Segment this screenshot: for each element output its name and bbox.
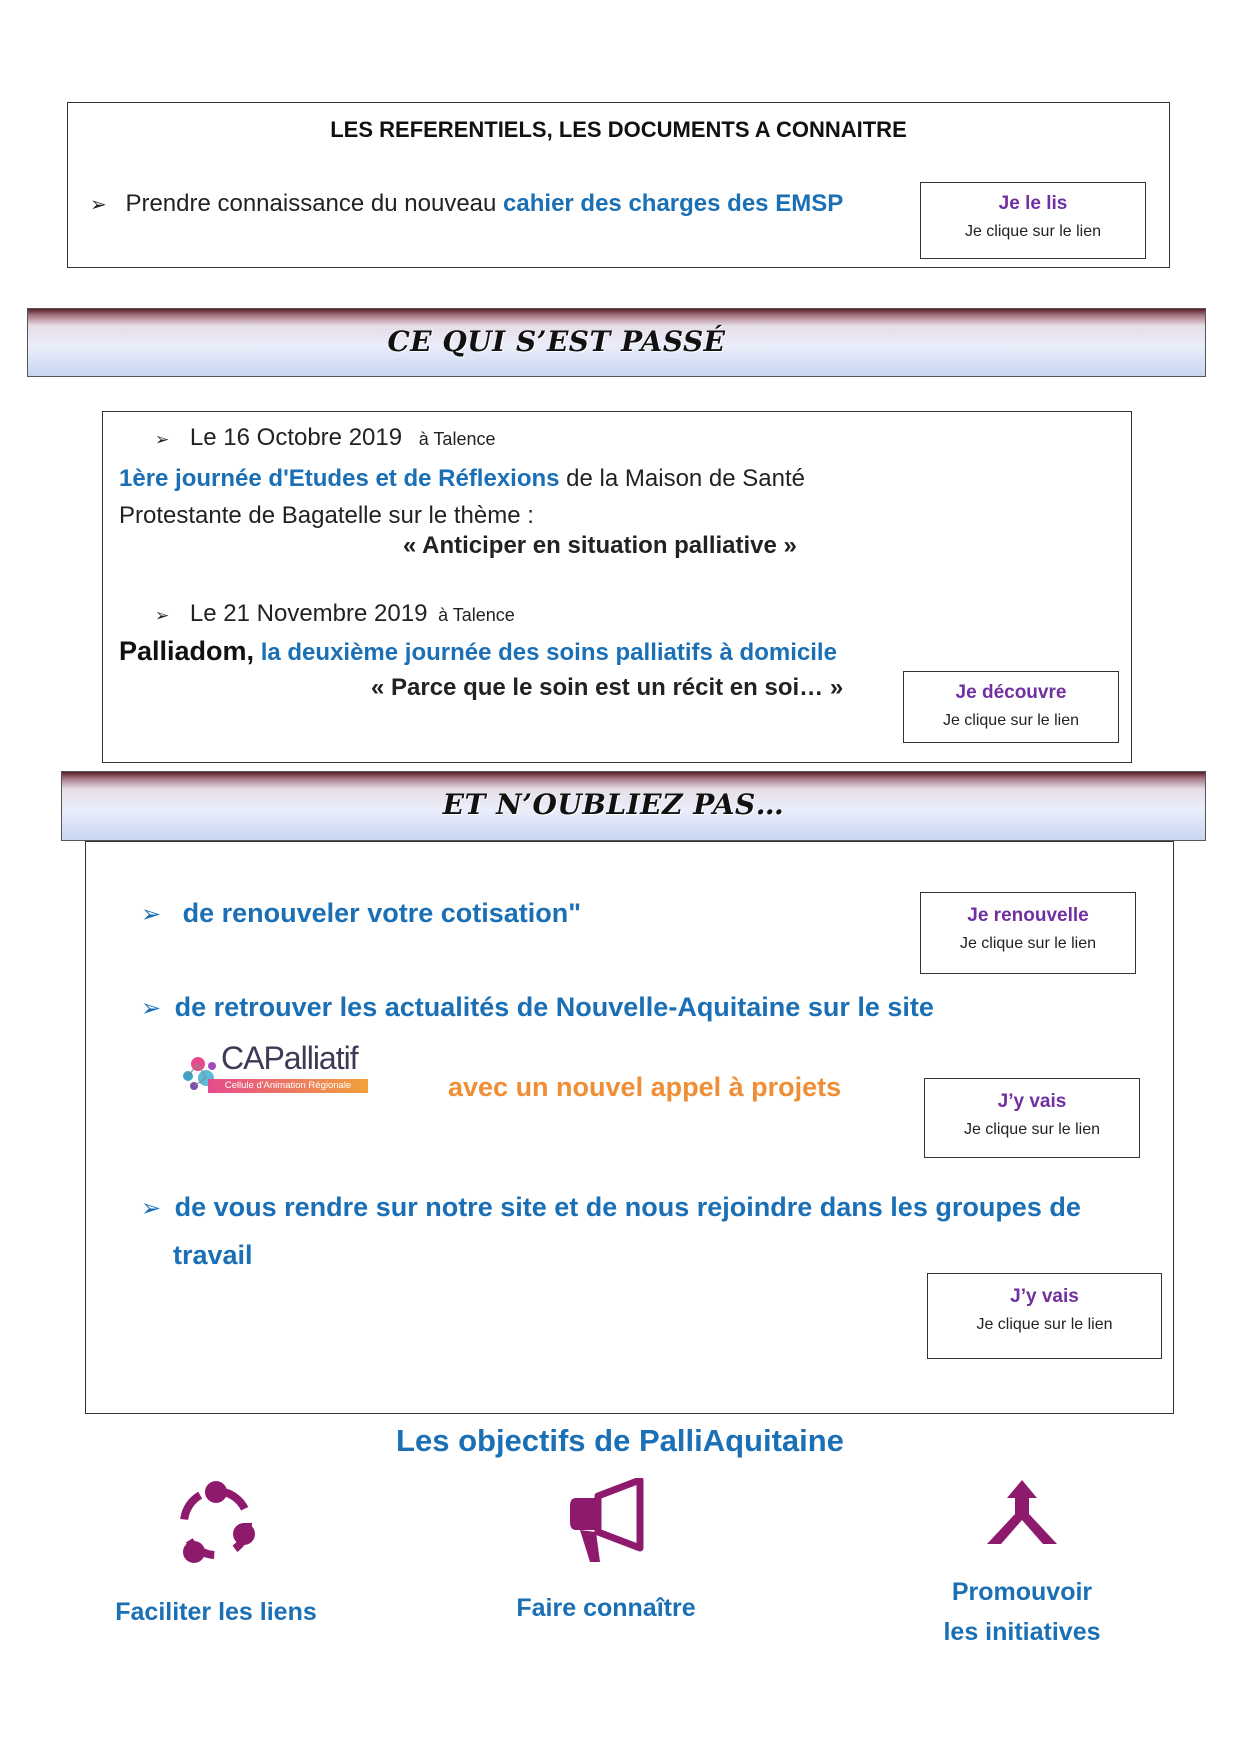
event1-date-line: ➢ Le 16 Octobre 2019 à Talence bbox=[155, 424, 496, 451]
jy-vais-capalliatif-button[interactable]: J’y vais Je clique sur le lien bbox=[924, 1078, 1140, 1158]
noubliez-box bbox=[85, 841, 1174, 1414]
circle-dots-icon bbox=[172, 1478, 260, 1568]
cahier-charges-link[interactable]: cahier des charges des EMSP bbox=[503, 190, 844, 217]
objectif-promouvoir-label: Promouvoir les initiatives bbox=[943, 1578, 1101, 1646]
noubliez-item-actualites: ➢ de retrouver les actualités de Nouvelle-Aquitaine sur le site bbox=[141, 992, 934, 1022]
banner-ce-qui-sest-passe: CE QUI S’EST PASSÉ bbox=[27, 308, 1206, 377]
bullet-arrow-icon: ➢ bbox=[141, 1195, 162, 1222]
megaphone-icon bbox=[570, 1478, 646, 1566]
referentiels-item: ➢ Prendre connaissance du nouveau cahier des charges des EMSP bbox=[90, 190, 844, 217]
capalliatif-logo[interactable] bbox=[176, 1040, 376, 1100]
jy-vais-site-button[interactable]: J’y vais Je clique sur le lien bbox=[927, 1273, 1162, 1359]
capalliatif-wordmark: CAPalliatif bbox=[221, 1040, 358, 1076]
events-box bbox=[102, 411, 1132, 763]
capalliatif-tagline: Cellule d'Animation Régionale bbox=[208, 1079, 368, 1093]
banner-et-noubliez-pas: ET N’OUBLIEZ PAS… bbox=[61, 771, 1206, 841]
event1-description: 1ère journée d'Etudes et de Réflexions de la Maison de Santé Protestante de Bagatelle sur le thème : bbox=[119, 465, 806, 529]
event2-theme: « Parce que le soin est un récit en soi… » bbox=[371, 674, 844, 701]
event2-link[interactable]: la deuxième journée des soins palliatifs à domicile bbox=[254, 639, 837, 666]
appel-a-projets-text: avec un nouvel appel à projets bbox=[448, 1072, 842, 1102]
bullet-arrow-icon: ➢ bbox=[90, 194, 107, 216]
bullet-arrow-icon: ➢ bbox=[141, 901, 162, 928]
je-decouvre-button[interactable]: Je découvre Je clique sur le lien bbox=[903, 671, 1119, 743]
event2-date-line: ➢ Le 21 Novembre 2019 à Talence bbox=[155, 600, 515, 627]
referentiels-box bbox=[67, 102, 1170, 268]
referentiels-title: LES REFERENTIELS, LES DOCUMENTS A CONNAITRE bbox=[330, 117, 907, 142]
bullet-arrow-icon: ➢ bbox=[155, 606, 170, 625]
bullet-arrow-icon: ➢ bbox=[141, 995, 162, 1022]
bullet-arrow-icon: ➢ bbox=[155, 430, 170, 449]
objectifs-title: Les objectifs de PalliAquitaine bbox=[396, 1423, 844, 1458]
event2-description: Palliadom, la deuxième journée des soins palliatifs à domicile bbox=[119, 636, 837, 666]
objectif-faciliter-label: Faciliter les liens bbox=[115, 1598, 317, 1626]
objectif-faire-connaitre-label: Faire connaître bbox=[516, 1594, 696, 1622]
arrow-up-icon bbox=[985, 1478, 1059, 1548]
noubliez-item-groupes: ➢ de vous rendre sur notre site et de nous rejoindre dans les groupes de travail bbox=[141, 1192, 1081, 1270]
event1-theme: « Anticiper en situation palliative » bbox=[403, 532, 797, 559]
je-renouvelle-button[interactable]: Je renouvelle Je clique sur le lien bbox=[920, 892, 1136, 974]
noubliez-item-cotisation: ➢ de renouveler votre cotisation" bbox=[141, 898, 582, 928]
je-le-lis-button[interactable]: Je le lis Je clique sur le lien bbox=[920, 182, 1146, 259]
event1-link[interactable]: 1ère journée d'Etudes et de Réflexions bbox=[119, 465, 560, 492]
